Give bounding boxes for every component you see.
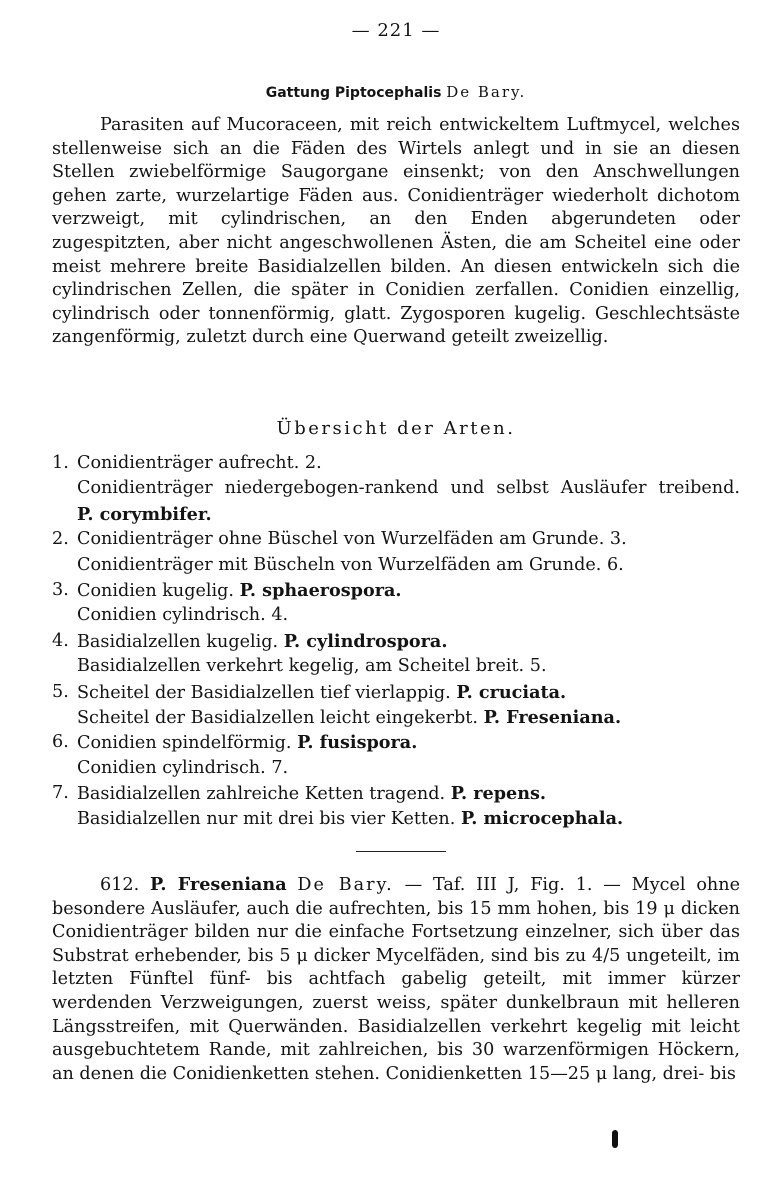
key-line xyxy=(77,705,621,731)
key-line xyxy=(77,806,623,832)
genus-description-text: Parasiten auf Mucoraceen, mit reich entwickeltem Luftmycel, welches stellenweise sich an die Fäden des Wirtels anlegt und in sie an diesen Stellen zwiebelförmige Saugorgane einsenkt; von den Anschwellungen gehen zarte, wurzelartige Fäden aus. Conidienträger wiederholt dichotom verzweigt, mit cylindrischen, an den Enden abgerundeten oder zugespitzten, aber nicht angeschwollenen Ästen, die am Scheitel eine oder meist mehrere breite Basidialzellen bilden. An diesen entwickeln sich die cylindrischen Zellen, die später in Conidien zerfallen. Conidien einzellig, cylindrisch oder tonnenförmig, glatt. Zygosporen kugelig. Geschlechtsäste zangenförmig, zuletzt durch eine Querwand geteilt zweizellig. xyxy=(52,115,740,348)
genus-name: Gattung Piptocephalis xyxy=(265,85,442,101)
key-row xyxy=(52,629,740,654)
key-species-name: P. Freseniana. xyxy=(483,706,622,728)
key-number: 5. xyxy=(52,681,69,702)
key-species-name: P. sphaerospora. xyxy=(239,579,402,601)
key-word: treibend. xyxy=(658,478,740,499)
key-reference: 6. xyxy=(606,554,624,575)
key-number: 2. xyxy=(52,529,69,550)
key-line xyxy=(77,781,546,807)
species-number: 612. xyxy=(100,875,140,895)
key-word: niedergebogen-rankend xyxy=(224,478,439,499)
key-row xyxy=(52,654,740,679)
key-couplet-text: Basidialzellen verkehrt kegelig, am Scheitel breit. xyxy=(77,656,525,677)
key-species-name: P. fusispora. xyxy=(297,732,418,754)
key-word: Conidienträger xyxy=(77,478,213,499)
key-species-name: P. repens. xyxy=(450,783,547,805)
key-couplet-text: Conidien cylindrisch. xyxy=(77,605,266,626)
key-number: 6. xyxy=(52,732,69,753)
key-line xyxy=(77,476,740,501)
key-reference: 3. xyxy=(609,529,627,550)
species-description: — Taf. III J, Fig. 1. — Mycel ohne besondere Ausläufer, auch die aufrechten, bis 15 mm hohen, bis 19 μ dicken Conidienträger bilden nur die einfache Fortsetzung einzelner, sich über das Substrat erhebender, bis 5 μ dicker Mycelfäden, sind bis zu 4/5 ungeteilt, im letzten Fünftel fünf- bis achtfach gabelig geteilt, mit immer kürzer werdenden Verzweigungen, zuerst weiss, später dunkelbraun mit helleren Längsstreifen, mit Querwänden. Basidialzellen verkehrt kegelig mit leicht ausgebuchtetem Rande, mit zahlreichen, bis 30 warzenförmigen Höckern, an denen die Conidienketten stehen. Conidienketten 15—25 μ lang, drei- bis xyxy=(52,875,741,1084)
key-row xyxy=(52,476,740,501)
key-species-name: P. cylindrospora. xyxy=(283,630,448,652)
species-entry xyxy=(52,873,740,1086)
key-title: Übersicht der Arten. xyxy=(276,418,516,439)
key-couplet-text: Conidienträger aufrecht. xyxy=(77,453,300,473)
key-reference: 2. xyxy=(304,453,322,473)
key-line xyxy=(77,756,288,781)
key-row xyxy=(52,553,740,578)
divider-rule xyxy=(356,851,446,852)
page-number: — 221 — xyxy=(351,20,441,41)
key-word: und xyxy=(450,478,485,499)
key-couplet-text: Basidialzellen nur mit drei bis vier Ketten. xyxy=(77,809,456,830)
key-couplet-text: Conidienträger ohne Büschel von Wurzelfäden am Grunde. xyxy=(77,529,605,550)
key-couplet-text: Scheitel der Basidialzellen leicht eingekerbt. xyxy=(77,707,478,728)
key-row xyxy=(52,451,740,476)
key-couplet-text: Conidien kugelig. xyxy=(77,580,235,601)
key-word: selbst xyxy=(496,478,549,499)
key-couplet-text: Conidien spindelförmig. xyxy=(77,733,292,754)
key-row xyxy=(52,578,740,603)
key-row xyxy=(52,756,740,781)
key-row xyxy=(52,730,740,755)
key-line xyxy=(77,451,322,476)
key-couplet-text: Conidienträger mit Büscheln von Wurzelfäden am Grunde. xyxy=(77,554,602,575)
key-couplet-text: Basidialzellen kugelig. xyxy=(77,631,279,652)
key-number: 3. xyxy=(52,579,69,600)
key-line xyxy=(77,578,402,604)
key-row xyxy=(52,781,740,806)
genus-description xyxy=(52,114,740,350)
genus-heading xyxy=(52,83,740,101)
key-number: 4. xyxy=(52,630,69,651)
key-line xyxy=(77,603,288,628)
key-line xyxy=(77,730,417,756)
key-row xyxy=(52,527,740,552)
key-couplet-text: Basidialzellen zahlreiche Ketten tragend. xyxy=(77,784,446,805)
key-row xyxy=(52,502,740,527)
key-number: 1. xyxy=(52,453,69,473)
key-word: Ausläufer xyxy=(560,478,647,499)
key-reference: 5. xyxy=(529,656,547,677)
species-key xyxy=(52,451,740,832)
key-line xyxy=(77,629,447,655)
key-species-name: P. microcephala. xyxy=(460,808,624,830)
key-species-name: P. corymbifer. xyxy=(77,503,212,525)
key-row xyxy=(52,705,740,730)
species-name: P. Freseniana xyxy=(150,874,287,895)
key-line xyxy=(77,654,547,679)
key-row xyxy=(52,806,740,831)
species-entry-text xyxy=(52,873,740,1086)
key-species-name: P. cruciata. xyxy=(456,681,567,703)
species-authority: De Bary. xyxy=(297,875,394,895)
key-row xyxy=(52,680,740,705)
key-couplet-text: Scheitel der Basidialzellen tief vierlappig. xyxy=(77,682,451,703)
key-reference: 4. xyxy=(271,605,289,626)
key-number: 7. xyxy=(52,783,69,804)
ink-mark xyxy=(612,1130,618,1148)
key-line xyxy=(77,680,566,706)
key-row xyxy=(52,603,740,628)
key-couplet-text: Conidien cylindrisch. xyxy=(77,757,266,778)
key-line xyxy=(77,553,624,578)
key-line xyxy=(77,527,627,552)
genus-authority: De Bary. xyxy=(446,83,527,101)
key-line xyxy=(77,502,212,528)
key-reference: 7. xyxy=(271,757,289,778)
